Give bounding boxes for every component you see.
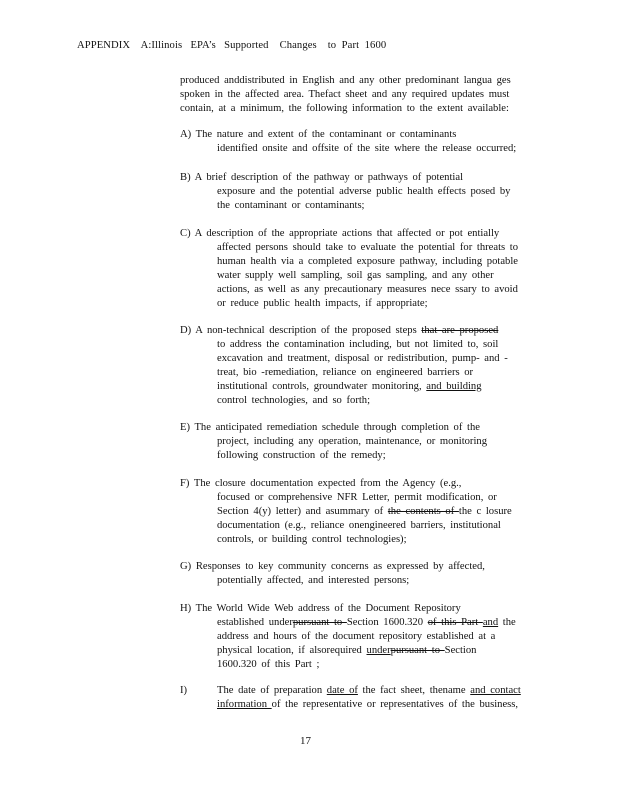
item-text: the: [498, 617, 516, 628]
item-line: [180, 616, 538, 630]
item-text: institutional controls, groundwater monitoring,: [217, 381, 427, 392]
struck-text: of this Part: [427, 617, 483, 628]
item-line: water supply well sampling, soil gas sampling, and any other: [217, 270, 494, 281]
list-item-g: [180, 560, 538, 588]
item-text: the c losure: [458, 506, 512, 517]
item-line: documentation (e.g., reliance onengineered barriers, institutional: [217, 520, 501, 531]
item-line: [180, 505, 538, 519]
struck-text: that are proposed: [421, 325, 499, 336]
item-label: A) The nature and extent of the contaminant or contaminants: [180, 129, 457, 140]
item-text: The date of preparation: [217, 685, 327, 696]
item-text: Section 4(y) letter) and asummary of: [217, 506, 388, 517]
item-line: focused or comprehensive NFR Letter, permit modification, or: [217, 492, 497, 503]
item-line: to address the contamination including, but not limited to, soil: [217, 339, 499, 350]
item-line: [180, 644, 538, 658]
item-text: established under: [217, 617, 293, 628]
item-line: treat, bio -remediation, reliance on engineered barriers or: [217, 367, 474, 378]
item-line: [180, 698, 538, 712]
item-line: [180, 684, 538, 698]
item-line: 1600.320 of this Part ;: [217, 659, 320, 670]
item-text: Section 1600.320: [346, 617, 428, 628]
item-text: the fact sheet, thename: [357, 685, 471, 696]
item-label: I): [180, 685, 188, 696]
underlined-text: and: [482, 617, 499, 628]
intro-paragraph: [180, 74, 532, 116]
list-item-d: [180, 324, 538, 408]
item-line: control technologies, and so forth;: [217, 395, 371, 406]
underlined-text: date of: [326, 685, 358, 696]
item-line: following construction of the remedy;: [217, 450, 386, 461]
underlined-text: and building: [426, 381, 482, 392]
item-label: E) The anticipated remediation schedule through completion of the: [180, 422, 480, 433]
item-label: G) Responses to key community concerns as expressed by affected,: [180, 561, 485, 572]
item-text: of the representative or representatives of the business,: [271, 699, 519, 710]
item-label-text: D) A non-technical description of the proposed steps: [180, 325, 422, 336]
list-item-i: [180, 684, 538, 712]
struck-text: pursuant to: [390, 645, 445, 656]
struck-text: pursuant to: [292, 617, 347, 628]
item-line: the contaminant or contaminants;: [217, 200, 365, 211]
page-number: 17: [300, 735, 311, 747]
item-line: [180, 380, 538, 394]
item-line: identified onsite and offsite of the site where the release occurred;: [217, 143, 517, 154]
intro-line: produced anddistributed in English and any other predominant langua ges: [180, 75, 511, 86]
item-line: potentially affected, and interested persons;: [217, 575, 410, 586]
item-line: human health via a completed exposure pathway, including potable: [217, 256, 518, 267]
underlined-text: and contact: [470, 685, 521, 696]
list-item-b: [180, 171, 538, 213]
item-text: physical location, if alsorequired: [217, 645, 367, 656]
item-label: C) A description of the appropriate actions that affected or pot entially: [180, 228, 500, 239]
page-header: APPENDIX A:Illinois EPA’s Supported Changes to Part 1600: [77, 40, 387, 51]
item-line: actions, as well as any precautionary measures nece ssary to avoid: [217, 284, 518, 295]
intro-line: contain, at a minimum, the following information to the extent available:: [180, 103, 509, 114]
struck-text: the contents of: [387, 506, 459, 517]
list-item-f: [180, 477, 538, 547]
list-item-e: [180, 421, 538, 463]
item-label: F) The closure documentation expected from the Agency (e.g.,: [180, 478, 462, 489]
item-label: H) The World Wide Web address of the Document Repository: [180, 603, 461, 614]
underlined-text: information: [217, 699, 272, 710]
list-item-a: [180, 128, 538, 156]
item-line: project, including any operation, maintenance, or monitoring: [217, 436, 488, 447]
list-item-c: [180, 227, 538, 311]
underlined-text: under: [366, 645, 391, 656]
item-line: exposure and the potential adverse public health effects posed by: [217, 186, 511, 197]
item-label: [180, 324, 538, 338]
list-item-h: [180, 602, 538, 672]
item-line: excavation and treatment, disposal or redistribution, pump- and -: [217, 353, 508, 364]
item-line: affected persons should take to evaluate the potential for threats to: [217, 242, 519, 253]
item-text: Section: [444, 645, 477, 656]
item-label: B) A brief description of the pathway or pathways of potential: [180, 172, 464, 183]
item-line: address and hours of the document repository established at a: [217, 631, 496, 642]
item-line: or reduce public health impacts, if appropriate;: [217, 298, 428, 309]
item-line: controls, or building control technologies);: [217, 534, 407, 545]
intro-line: spoken in the affected area. Thefact sheet and any required updates must: [180, 89, 510, 100]
